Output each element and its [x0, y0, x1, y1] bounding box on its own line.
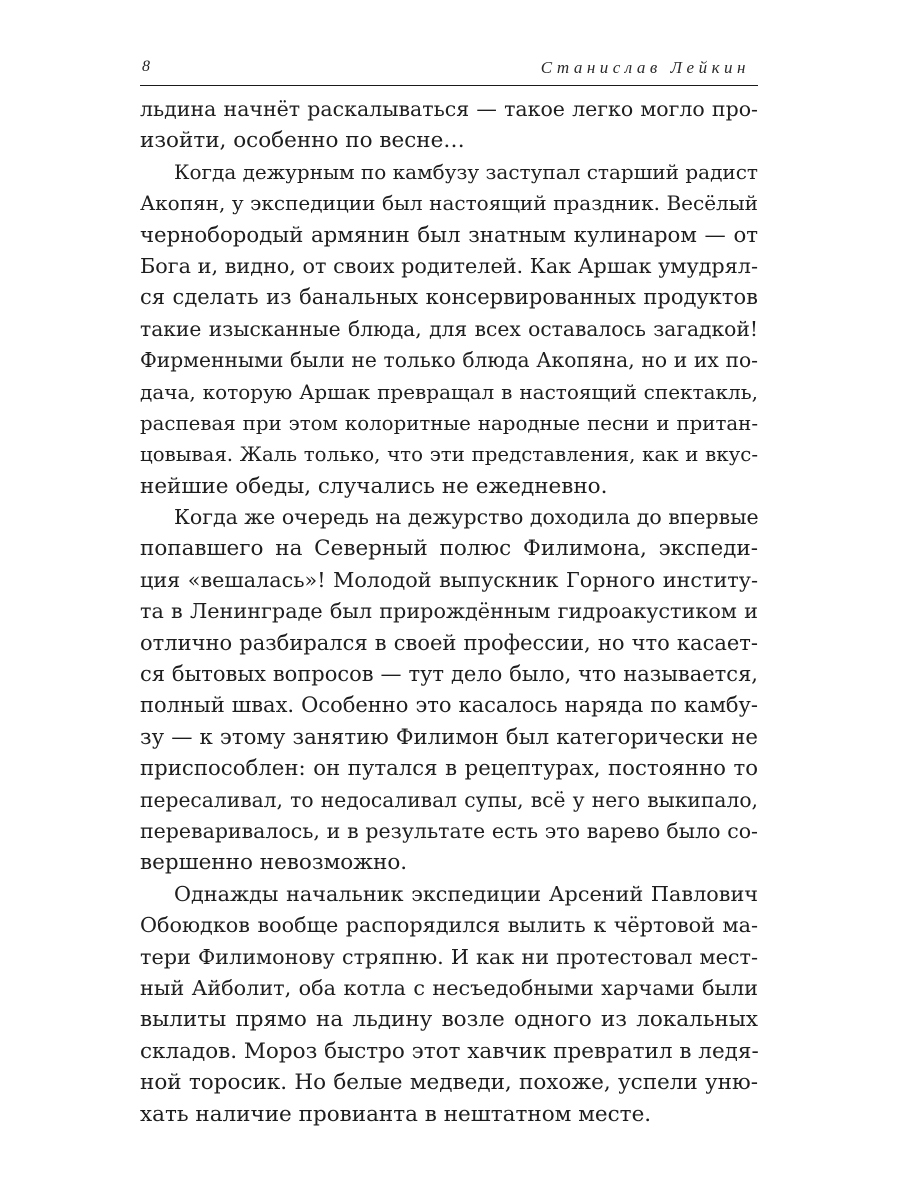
header-rule [140, 85, 758, 86]
text-line: льдина начнёт раскалываться — такое легко могло про- [140, 97, 758, 121]
text-line: хать наличие провианта в нештатном месте. [140, 1101, 652, 1127]
text-line: дача, которую Аршак превращал в настоящий спектакль, [140, 379, 758, 404]
text-line: отлично разбирался в своей профессии, но что касает- [140, 630, 758, 655]
text-line: распевая при этом колоритные народные песни и притан- [140, 411, 758, 435]
text-line: ся бытовых вопросов — тут дело было, что называется, [140, 662, 758, 687]
text-line: Акопян, у экспедиции был настоящий праздник. Весёлый [140, 191, 758, 216]
text-line: цовывая. Жаль только, что эти представления, как и вкус- [140, 443, 758, 467]
text-line: зу — к этому занятию Филимон был категорически не [140, 724, 758, 750]
text-line: ной торосик. Но белые медведи, похоже, успели уню- [140, 1070, 758, 1096]
text-line: полный швах. Особенно это касалось наряда по камбу- [140, 693, 758, 718]
text-line: ный Айболит, оба котла с несъедобными харчами были [140, 975, 758, 1000]
text-line: чернобородый армянин был знатным кулинаром — от [140, 222, 758, 248]
text-line: Однажды начальник экспедиции Арсений Павлович [174, 881, 758, 906]
text-line: такие изысканные блюда, для всех оставалось загадкой! [140, 316, 758, 341]
text-line: ся сделать из банальных консервированных продуктов [140, 285, 758, 310]
text-line: вылиты прямо на льдину возле одного из локальных [140, 1007, 758, 1033]
text-line: тери Филимонову стряпню. И как ни протестовал мест- [140, 944, 758, 969]
text-line: Бога и, видно, от своих родителей. Как Аршак умудрял- [140, 253, 758, 278]
text-line: приспособлен: он путался в рецептурах, постоянно то [140, 756, 758, 782]
running-head-author: Станислав Лейкин [540, 58, 750, 77]
text-line: Когда дежурным по камбузу заступал старший радист [174, 159, 758, 184]
text-line: нейшие обеды, случались не ежедневно. [140, 473, 608, 499]
text-line: ция «вешалась»! Молодой выпускник Горного институ- [140, 567, 758, 592]
running-head [140, 52, 758, 82]
text-line: пересаливал, то недосаливал супы, всё у него выкипало, [140, 787, 758, 812]
text-line: изойти, особенно по весне… [140, 128, 465, 154]
page-number: 8 [142, 58, 150, 75]
text-line: переваривалось, и в результате есть это варево было со- [140, 818, 758, 843]
text-line: Когда же очередь на дежурство доходила до впервые [174, 505, 759, 530]
text-line: Обоюдков вообще распорядился вылить к чёртовой ма- [140, 913, 758, 938]
body-text [140, 94, 758, 1130]
text-line: вершенно невозможно. [140, 850, 408, 876]
text-line: та в Ленинграде был прирождённым гидроакустиком и [140, 599, 758, 624]
text-line: Фирменными были не только блюда Акопяна, но и их по- [140, 348, 758, 373]
text-line: складов. Мороз быстро этот хавчик превратил в ледя- [140, 1038, 759, 1064]
text-line: попавшего на Северный полюс Филимона, экспеди- [140, 536, 758, 562]
